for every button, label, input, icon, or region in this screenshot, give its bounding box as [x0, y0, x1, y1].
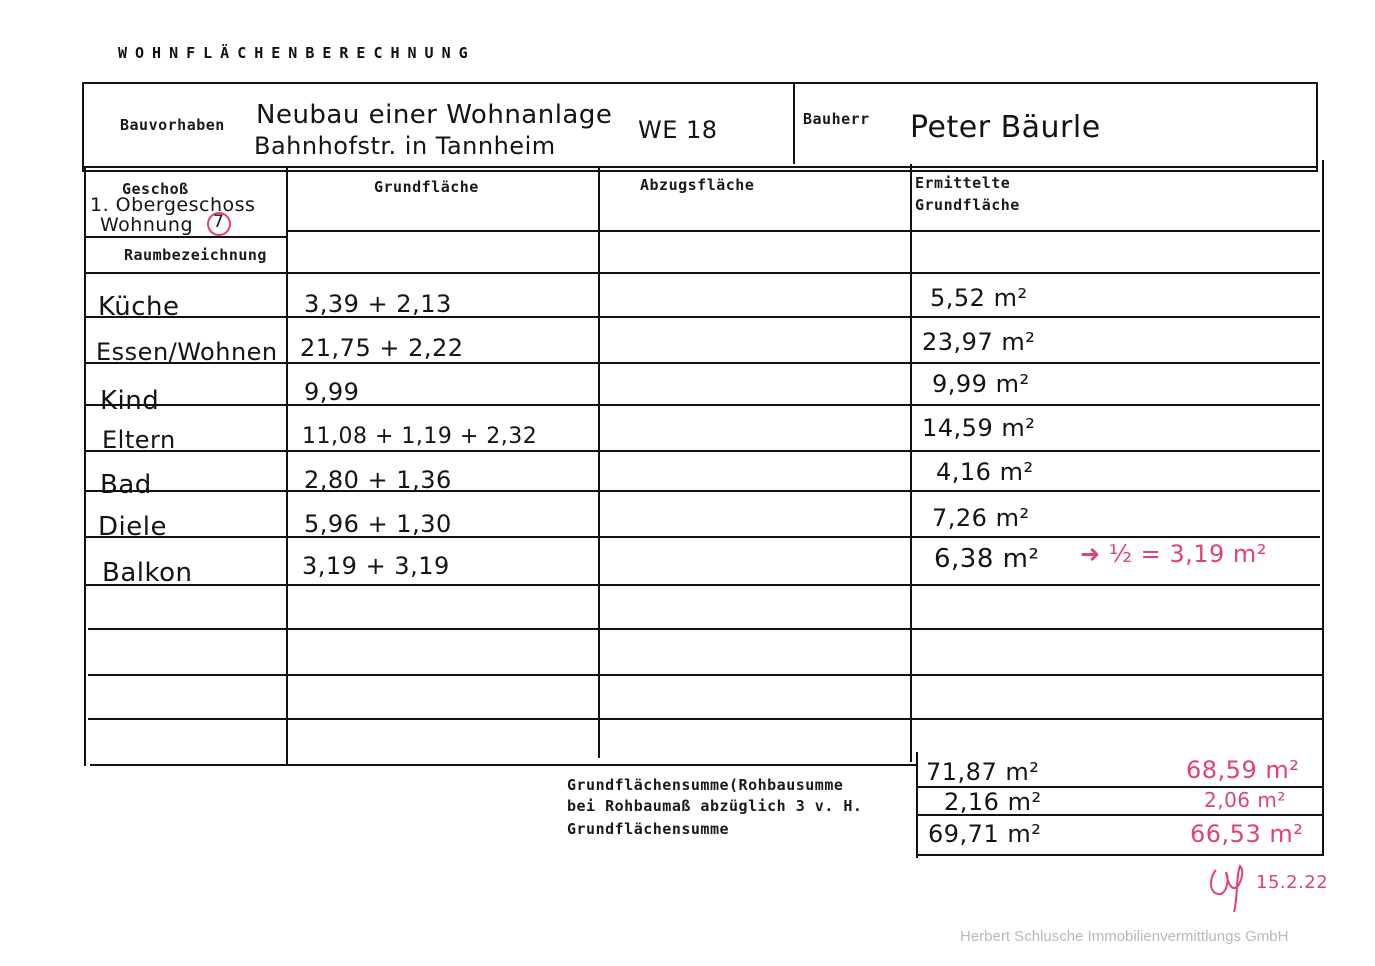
grundflaeche-value: 21,75 + 2,22	[300, 334, 464, 362]
col-divider-1	[286, 168, 288, 766]
row-line	[86, 536, 1320, 538]
bauherr-label: Bauherr	[803, 110, 870, 128]
raum-name: Diele	[98, 512, 167, 542]
signature-date: 15.2.22	[1256, 872, 1329, 893]
table-right	[1322, 160, 1324, 752]
ermittelt-value: 5,52 m²	[930, 284, 1028, 312]
raum-name: Balkon	[102, 558, 193, 588]
ermittelt-value: 4,16 m²	[936, 458, 1034, 486]
ermittelte-header-2: Grundfläche	[915, 196, 1020, 214]
abzugsflaeche-header: Abzugsfläche	[640, 176, 755, 194]
raum-name: Bad	[100, 470, 152, 500]
summary-box-left	[916, 752, 918, 858]
col-divider-3	[910, 164, 912, 762]
table-bottom	[90, 764, 916, 766]
summary-value-abzug: 2,16 m²	[944, 788, 1042, 816]
geschoss-label: Geschoß	[122, 180, 189, 198]
row-line	[88, 628, 1322, 630]
row-line	[86, 316, 1320, 318]
grundflaeche-value: 5,96 + 1,30	[304, 510, 452, 538]
row-line	[86, 490, 1320, 492]
raum-name: Kind	[100, 386, 160, 416]
row-line	[88, 718, 1322, 720]
ermittelt-value: 9,99 m²	[932, 370, 1030, 398]
ermittelt-value: 7,26 m²	[932, 504, 1030, 532]
summary-label-3: Grundflächensumme	[567, 820, 730, 838]
grundflaeche-value: 9,99	[304, 378, 360, 406]
grundflaeche-value: 3,19 + 3,19	[302, 552, 450, 580]
document-title: WOHNFLÄCHENBERECHNUNG	[118, 44, 476, 62]
raum-name: Eltern	[102, 426, 176, 454]
summary-corrected-abzug: 2,06 m²	[1204, 788, 1286, 812]
bauvorhaben-line2: Bahnhofstr. in Tannheim	[254, 132, 556, 160]
row-line	[88, 674, 1322, 676]
row-line	[86, 450, 1320, 452]
signature-scribble	[1206, 862, 1252, 916]
summary-value-rohbau: 71,87 m²	[926, 758, 1040, 786]
geschoss-value-line1: 1. Obergeschoss	[90, 194, 256, 216]
summary-corrected-rohbau: 68,59 m²	[1186, 756, 1300, 784]
geschoss-subline	[84, 236, 288, 238]
wohnung-number: 7	[213, 212, 225, 232]
summary-bottom	[918, 854, 1324, 856]
grundflaeche-value: 3,39 + 2,13	[304, 290, 452, 318]
header-subline-1	[286, 230, 1320, 232]
raum-name: Küche	[98, 292, 180, 322]
raum-name: Essen/Wohnen	[96, 338, 278, 366]
ermittelte-header-1: Ermittelte	[915, 174, 1011, 192]
ermittelt-value: 6,38 m²	[934, 544, 1040, 574]
row-line	[86, 584, 1320, 586]
header-divider	[793, 84, 795, 164]
raum-label: Raumbezeichnung	[124, 246, 267, 264]
ermittelt-value: 23,97 m²	[922, 328, 1036, 356]
summary-corrected-total: 66,53 m²	[1190, 820, 1304, 848]
summary-box-right	[1322, 752, 1324, 856]
table-top	[84, 166, 1316, 168]
bauvorhaben-line1: Neubau einer Wohnanlage	[256, 100, 613, 130]
grundflaeche-value: 2,80 + 1,36	[304, 466, 452, 494]
summary-label-2: bei Rohbaumaß abzüglich 3 v. H.	[567, 797, 863, 815]
summary-label-1: Grundflächensumme(Rohbausumme	[567, 776, 844, 794]
bauherr-value: Peter Bäurle	[910, 110, 1101, 145]
ermittelt-value: 14,59 m²	[922, 414, 1036, 442]
we-number: WE 18	[638, 116, 718, 144]
summary-value-total: 69,71 m²	[928, 820, 1042, 848]
row-line	[86, 404, 1320, 406]
balkon-half-note: ➜ ½ = 3,19 m²	[1080, 540, 1267, 568]
watermark: Herbert Schlusche Immobilienvermittlungs GmbH	[960, 928, 1289, 945]
header-subline-2	[86, 272, 1320, 274]
grundflaeche-header: Grundfläche	[374, 178, 479, 196]
geschoss-value-line2: Wohnung	[100, 214, 194, 236]
grundflaeche-value: 11,08 + 1,19 + 2,32	[302, 424, 538, 449]
bauvorhaben-label: Bauvorhaben	[120, 116, 225, 134]
col-divider-2	[598, 166, 600, 758]
table-left	[84, 168, 86, 766]
